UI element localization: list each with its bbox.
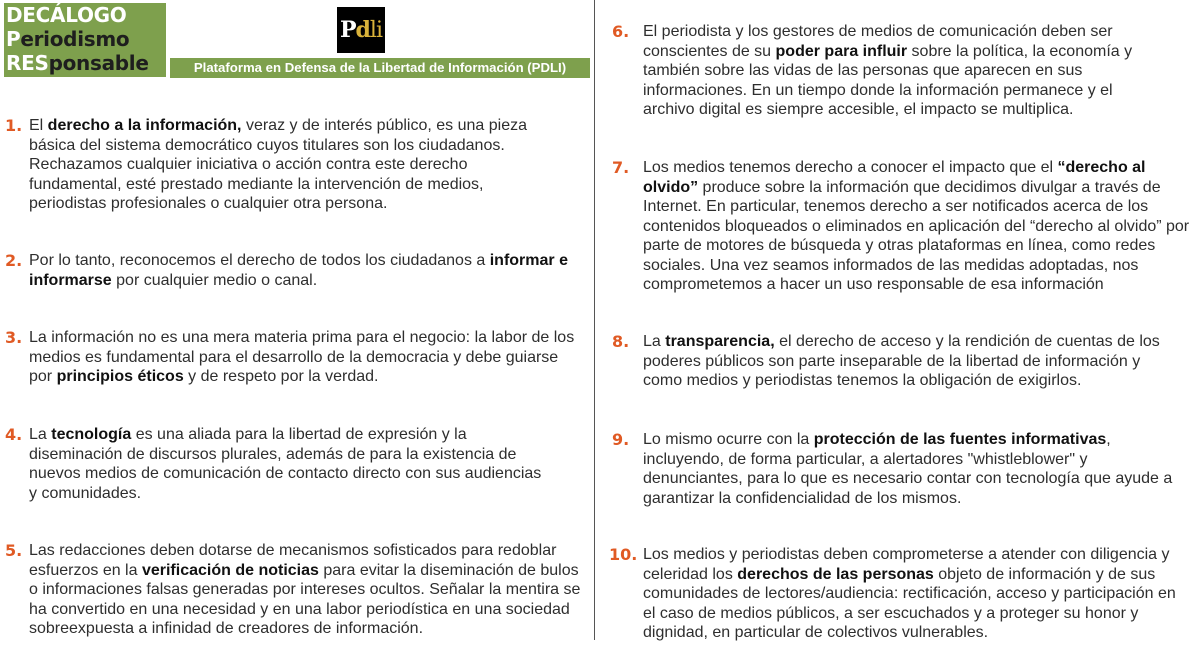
- item-number: 10.: [609, 545, 638, 564]
- item-number: 9.: [612, 430, 630, 449]
- bold-phrase: verificación de noticias: [141, 561, 319, 579]
- item-text: El derecho a la información, veraz y de interés público, es una pieza básica del sistema democrático cuyos titulares son los ciudadanos. Rechazamos cualquier iniciativa o acción contra este derecho fundamental, esté prestado mediante la intervención de medios, periodistas profesionales o cualquier otra persona.: [29, 117, 527, 212]
- bold-phrase: derecho a la información,: [47, 117, 242, 134]
- item-number: 1.: [5, 116, 23, 135]
- decalogo-item-2: [5, 251, 590, 290]
- decalogo-title: [4, 3, 166, 77]
- item-number: 8.: [612, 332, 630, 351]
- bold-phrase: protección de las fuentes informativas: [813, 431, 1107, 448]
- item-number: 3.: [5, 328, 23, 347]
- logo-letter-p: P: [339, 17, 356, 43]
- title-line-1: DECÁLOGO: [6, 3, 127, 27]
- decalogue-item-1: [5, 116, 590, 214]
- decalogo-item-6: [612, 22, 1197, 120]
- item-number: 5.: [5, 541, 23, 560]
- item-number: 2.: [5, 251, 23, 270]
- item-text: Las redacciones deben dotarse de mecanismos sofisticados para redoblar esfuerzos en la verificación de noticias para evitar la diseminación de bulos o informaciones falsas generadas por intereses ocultos. Señalar la mentira se ha convertido en una necesidad y en una labor periodística en una sociedad sobreexpuesta a infinidad de creadores de información.: [29, 542, 581, 637]
- bold-phrase: “derecho al olvido”: [643, 159, 1146, 196]
- bold-phrase: tecnología: [51, 426, 132, 443]
- decalogo-item-4: [5, 425, 590, 503]
- title-line-3-rest: ponsable: [48, 51, 149, 75]
- logo-letter-d: d: [355, 17, 370, 43]
- item-text: Lo mismo ocurre con la protección de las fuentes informativas, incluyendo, de forma particular, a alertadores "whistleblower" y denunciantes, para lo que es necesario contar con tecnología que ayude a garantizar la confidencialidad de los mismos.: [643, 431, 1173, 507]
- item-text: La tecnología es una aliada para la libertad de expresión y la diseminación de discursos plurales, además de para la existencia de nuevos medios de comunicación de contacto directo con sus audiencias y comunidades.: [29, 426, 542, 502]
- bold-phrase: derechos de las personas: [737, 565, 934, 583]
- decalogo-item-9: [612, 430, 1197, 508]
- title-line-3-initial: RES: [6, 51, 49, 75]
- bold-phrase: poder para influir: [775, 42, 908, 60]
- decalogo-item-10: [609, 545, 1197, 643]
- title-line-2: [6, 27, 166, 51]
- bold-phrase: principios éticos: [56, 368, 184, 385]
- bold-phrase: informar e informarse: [29, 252, 568, 289]
- column-divider: [594, 0, 595, 640]
- item-text: Los medios tenemos derecho a conocer el impacto que el “derecho al olvido” produce sobre la información que decidimos divulgar a través de Internet. En particular, tenemos derecho a ser notificados acerca de los contenidos bloqueados o eliminados en aplicación del “derecho al olvido” por parte de motores de búsqueda y otras plataformas en línea, como redes sociales. Una vez seamos informados de las medidas adoptadas, nos comprometemos a hacer un uso responsable de esa información: [643, 159, 1190, 293]
- decalogo-item-3: [5, 328, 590, 387]
- decalogo-item-8: [612, 332, 1197, 391]
- decalogo-item-5: [5, 541, 590, 639]
- item-text: La transparencia, el derecho de acceso y la rendición de cuentas de los poderes públicos son parte inseparable de la libertad de información y como medios y periodistas tenemos la obligación de exigirlos.: [643, 333, 1160, 389]
- item-number: 6.: [612, 22, 630, 41]
- logo-letters-li: li: [369, 17, 382, 43]
- item-text: La información no es una mera materia prima para el negocio: la labor de los medios es fundamental para el desarrollo de la democracia y debe guiarse por principios éticos y de respeto por la verdad.: [29, 329, 575, 385]
- platform-banner: Plataforma en Defensa de la Libertad de Información (PDLI): [170, 58, 590, 78]
- title-line-2-initial: P: [6, 27, 21, 51]
- title-line-2-rest: eriodismo: [20, 27, 130, 51]
- title-line-3: [6, 51, 166, 75]
- pdli-logo: [337, 7, 385, 53]
- item-text: El periodista y los gestores de medios de comunicación deben ser conscientes de su poder para influir sobre la política, la economía y también sobre las vidas de las personas que aparecen en sus informaciones. En un tiempo donde la información permanece y el archivo digital es siempre accesible, el impacto se multiplica.: [643, 23, 1133, 118]
- item-number: 4.: [5, 425, 23, 444]
- item-text: Los medios y periodistas deben comprometerse a atender con diligencia y celeridad los derechos de las personas objeto de información y de sus comunidades de lectores/audiencia: rectificación, acceso y participación en el caso de medios públicos, a ser escuchados y a proteger su honor y dignidad, en particular de colectivos vulnerables.: [643, 546, 1176, 641]
- item-number: 7.: [612, 158, 630, 177]
- item-text: Por lo tanto, reconocemos el derecho de todos los ciudadanos a informar e informarse por cualquier medio o canal.: [29, 252, 568, 289]
- bold-phrase: transparencia,: [665, 333, 775, 350]
- decalogo-item-7: [612, 158, 1197, 295]
